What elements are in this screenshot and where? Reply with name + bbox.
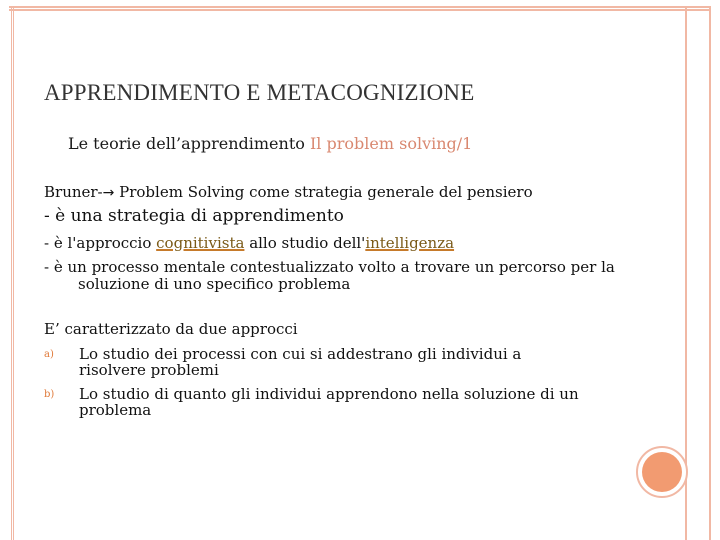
frame-top-border [9, 6, 711, 11]
subtitle-text: Le teorie dell’apprendimento [68, 134, 310, 153]
bruner-prefix: Bruner- [44, 183, 103, 201]
process-line-1: - è un processo mentale contestualizzato volto a trovare un percorso per la [44, 258, 615, 276]
process-line-2: soluzione di uno specifico problema [78, 275, 351, 293]
list-marker: b) [44, 389, 55, 400]
approach-prefix: - è l'approccio [44, 234, 157, 252]
intelligenza-link[interactable]: intelligenza [365, 234, 455, 252]
approach-mid: allo studio dell' [244, 234, 366, 252]
frame-right-border [685, 6, 711, 540]
list-item-text: Lo studio di quanto gli individui apprendono nella soluzione di un problema [79, 385, 579, 419]
bruner-text: Problem Solving come strategia generale del pensiero [114, 183, 533, 201]
decorative-circle [642, 452, 682, 492]
bruner-line [44, 183, 533, 201]
characterized-line: E’ caratterizzato da due approcci [44, 320, 298, 338]
list-item-text: Lo studio dei processi con cui si addestrano gli individui a risolvere problemi [79, 345, 522, 379]
slide-title: APPRENDIMENTO E METACOGNIZIONE [44, 80, 475, 105]
frame-left-border [11, 6, 14, 540]
list-marker: a) [44, 349, 54, 360]
arrow-right-icon: → [102, 185, 115, 201]
slide-subtitle [68, 134, 472, 153]
subtitle-accent: Il problem solving/1 [309, 134, 473, 153]
cognitivista-link[interactable]: cognitivista [156, 234, 245, 252]
approach-line [44, 234, 454, 252]
strategy-line: - è una strategia di apprendimento [44, 206, 344, 226]
